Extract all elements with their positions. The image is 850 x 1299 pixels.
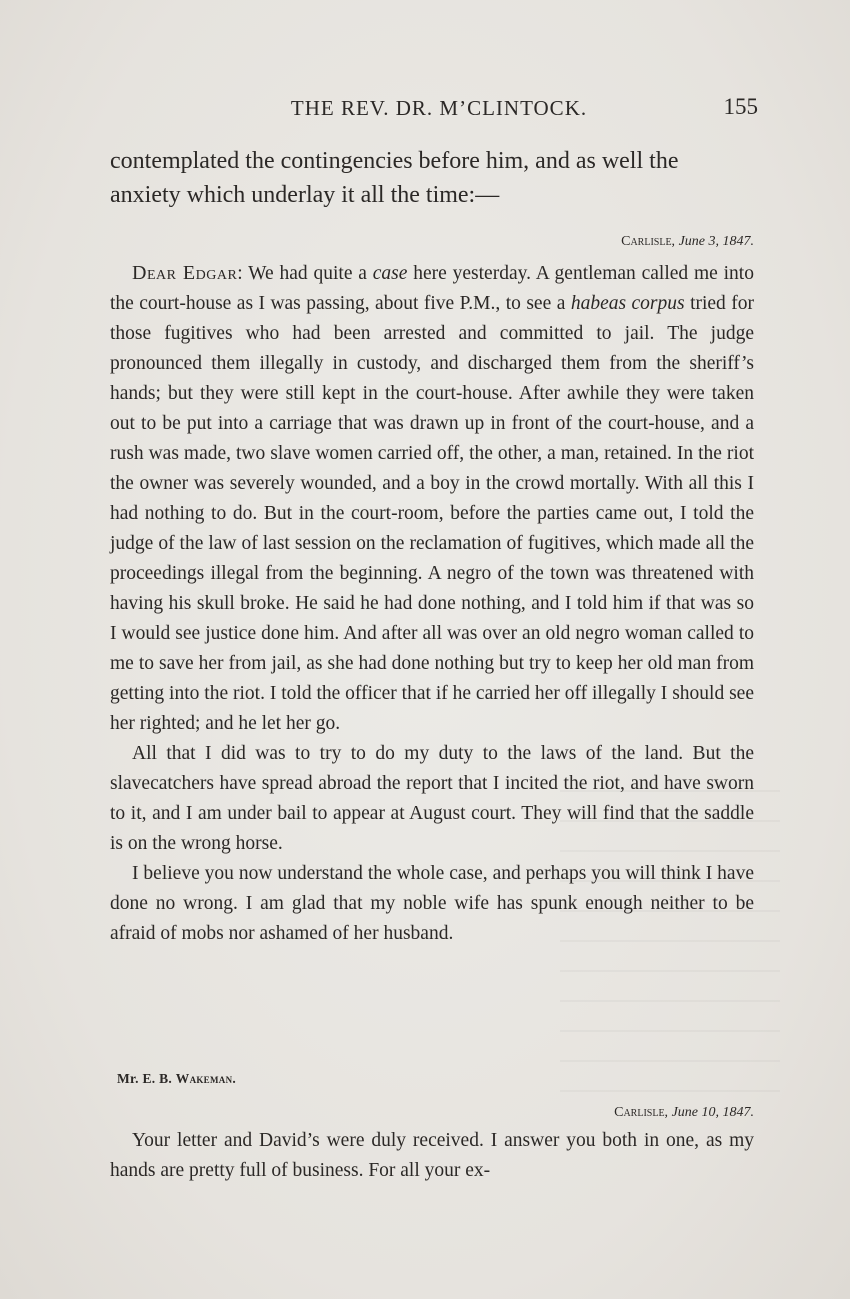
letter1-dateline	[110, 234, 754, 250]
letter1-p1-part-a: : We had quite a	[237, 263, 373, 284]
letter2-date: June 10, 1847.	[671, 1105, 754, 1120]
letter2-dateline	[110, 1105, 754, 1121]
letter1-date: June 3, 1847.	[678, 234, 754, 249]
letter1-salutation: Dear Edgar	[132, 262, 238, 284]
letter1-body	[110, 258, 754, 949]
letter1-p1-emphasis-habeas: habeas corpus	[570, 293, 685, 314]
letter1-recipient	[117, 1071, 236, 1087]
letter2-paragraph-1: Your letter and David’s were duly received. I answer you both in one, as my hands are pretty full of business. For all your ex-	[110, 1130, 754, 1181]
letter1-paragraph-2: All that I did was to try to do my duty to the laws of the land. But the slavecatchers have spread abroad the report that I incited the riot, and have sworn to it, and I am under bail to appear at August court. They will find that the saddle is on the wrong horse.	[110, 743, 754, 854]
running-head-title: THE REV. DR. M’CLINTOCK.	[290, 96, 588, 120]
recipient-prefix: Mr. E. B.	[117, 1071, 176, 1086]
letter1-paragraph-3: I believe you now understand the whole case, and perhaps you will think I have done no wrong. I am glad that my noble wife has spunk enough neither to be afraid of mobs nor ashamed of her husband.	[110, 863, 754, 944]
recipient-name: Wakeman.	[175, 1071, 237, 1086]
letter1-p1-part-b: here yesterday. A gentleman called me into the court-house as I was passing, about five P.M., to see a	[110, 263, 754, 314]
letter1-p1-part-c: tried for those fugitives who had been arrested and committed to jail. The judge pronounced them illegally in custody, and discharged them from the sheriff’s hands; but they were still kept in the court-house. After awhile they were taken out to be put into a carriage that was drawn up in front of the court-house, and a rush was made, two slave women carried off, the other, a man, retained. In the riot the owner was severely wounded, and a boy in the crowd mortally. With all this I had nothing to do. But in the court-room, before the parties came out, I told the judge of the law of last session on the reclamation of fugitives, which made all the proceedings illegal from the beginning. A negro of the town was threatened with having his skull broke. He said he had done nothing, and I told him if that was so I would see justice done him. And after all was over an old negro woman called to me to save her from jail, as she had done nothing but try to keep her old man from getting into the riot. I told the officer that if he carried her off illegally I should see her righted; and he let her go.	[110, 293, 754, 734]
lead-text: contemplated the contingencies before him, and as well the anxiety which underlay it all the time:—	[110, 148, 679, 208]
lead-paragraph	[110, 144, 754, 212]
page-number: 155	[723, 94, 758, 119]
running-head	[110, 94, 758, 132]
letter2-place: Carlisle,	[614, 1105, 669, 1120]
letter2-body	[110, 1126, 754, 1186]
letter1-p1-emphasis-case: case	[372, 263, 408, 284]
letter1-paragraph-1	[110, 258, 754, 739]
letter1-place: Carlisle,	[621, 234, 676, 249]
